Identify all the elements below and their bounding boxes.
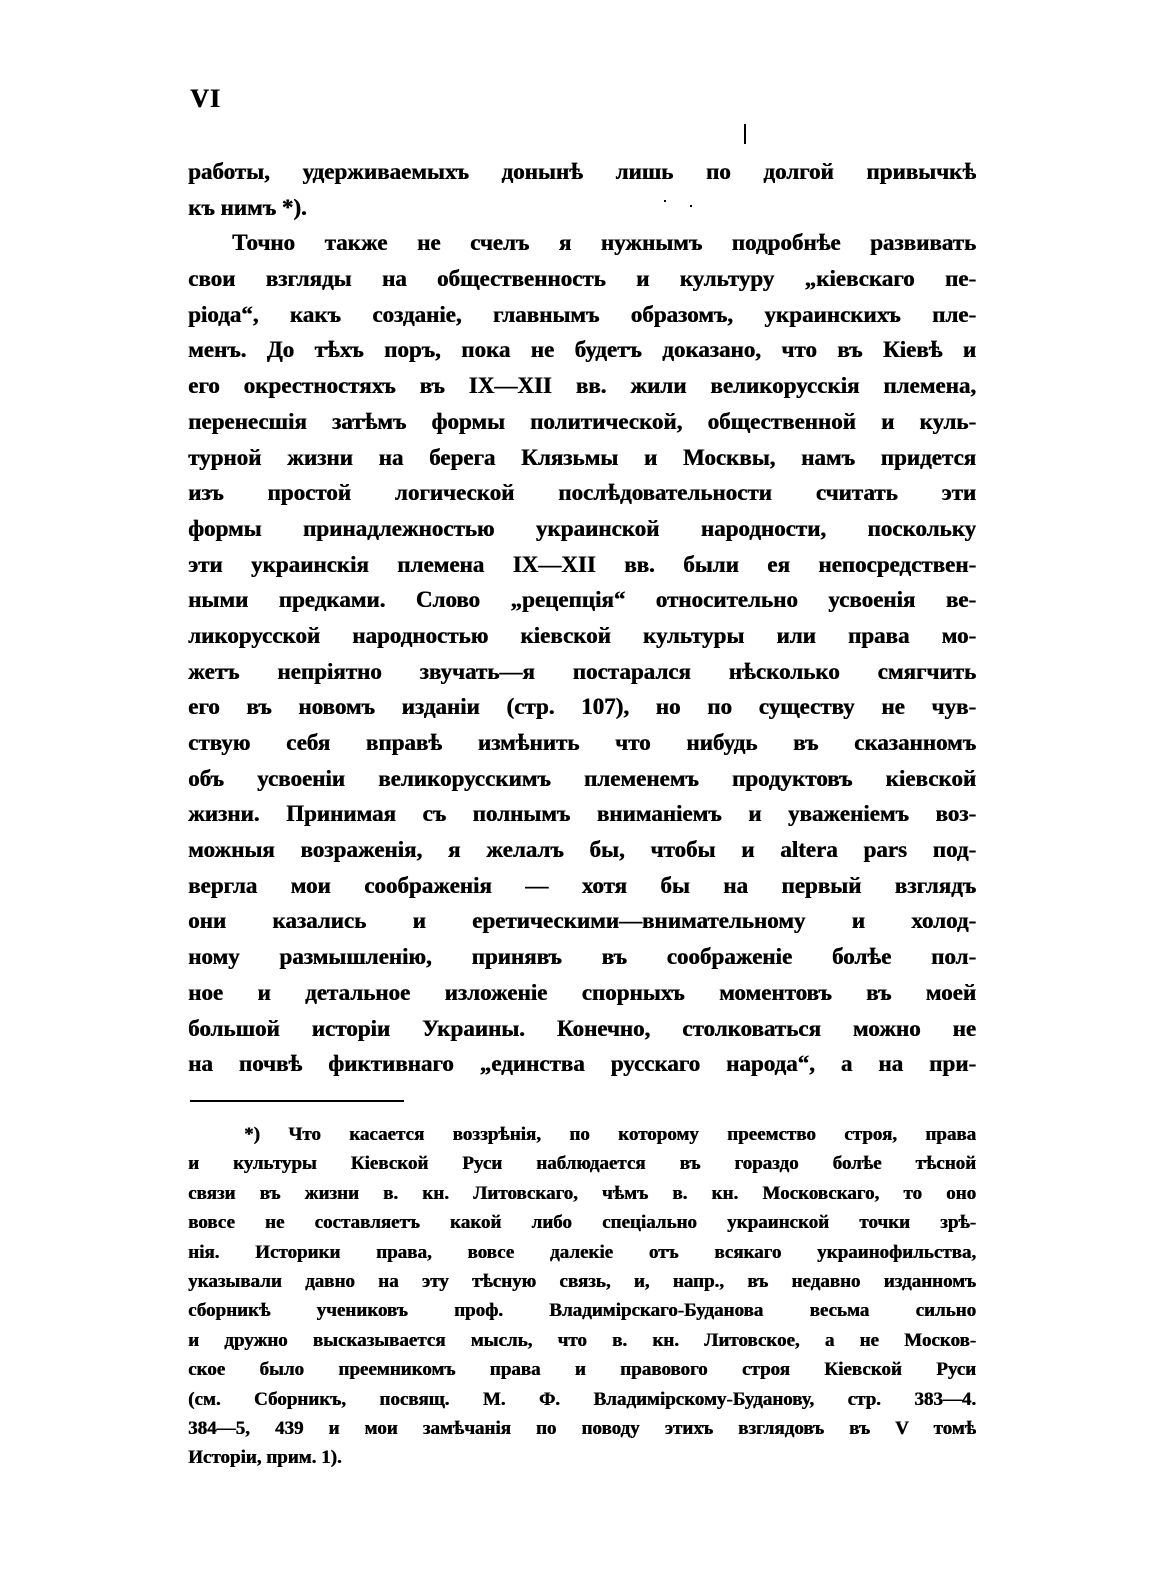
main-text bbox=[188, 154, 976, 1082]
body-line: свои взгляды на общественность и культуру „кіевскаго пе- bbox=[188, 266, 976, 292]
body-line: объ усвоеніи великорусскимъ племенемъ продуктовъ кіевской bbox=[188, 765, 976, 791]
footnote-line: вовсе не составляетъ какой либо спеціально украинской точки зрѣ- bbox=[188, 1212, 976, 1234]
body-line: менъ. До тѣхъ поръ, пока не будетъ доказано, что въ Кіевѣ и bbox=[188, 337, 976, 363]
body-line: жетъ непріятно звучать—я постарался нѣсколько смягчить bbox=[188, 658, 976, 684]
body-line: турной жизни на берега Клязьмы и Москвы, намъ придется bbox=[188, 444, 976, 470]
body-line: ликорусской народностью кіевской культуры или права мо- bbox=[188, 622, 976, 648]
footnote-line: *) Что касается воззрѣнія, по которому преемство строя, права bbox=[244, 1124, 976, 1145]
body-line: можныя возраженія, я желалъ бы, чтобы и altera pars под- bbox=[188, 837, 976, 863]
body-line: къ нимъ *). bbox=[188, 194, 307, 220]
body-line: ными предками. Слово „рецепція“ относительно усвоенія ве- bbox=[188, 587, 976, 613]
body-line: вергла мои соображенія — хотя бы на первый взглядъ bbox=[188, 872, 976, 898]
footnote-line: 384—5, 439 и мои замѣчанія по поводу этихъ взглядовъ въ V томѣ bbox=[188, 1417, 976, 1439]
body-line: ное и детальное изложеніе спорныхъ моментовъ въ моей bbox=[188, 979, 976, 1005]
body-line: ному размышленію, принявъ въ соображеніе болѣе пол- bbox=[188, 944, 976, 970]
body-line: Точно также не счелъ я нужнымъ подробнѣе развивать bbox=[232, 230, 976, 256]
footnote-line: указывали давно на эту тѣсную связь, и, напр., въ недавно изданномъ bbox=[188, 1270, 976, 1292]
body-line: большой исторіи Украины. Конечно, столковаться можно не bbox=[188, 1015, 976, 1041]
scan-mark bbox=[744, 124, 746, 144]
footnote-separator bbox=[190, 1100, 404, 1102]
body-line: ріода“, какъ созданіе, главнымъ образомъ, украинскихъ пле- bbox=[188, 301, 976, 327]
body-line: ствую себя вправѣ измѣнить что нибудь въ сказанномъ bbox=[188, 730, 976, 755]
body-line: перенесшія затѣмъ формы политической, общественной и куль- bbox=[188, 408, 976, 434]
body-line: работы, удерживаемыхъ донынѣ лишь по долгой привычкѣ bbox=[188, 159, 976, 184]
footnote-line: связи въ жизни в. кн. Литовскаго, чѣмъ в. кн. Московскаго, то оно bbox=[188, 1182, 976, 1204]
footnote-line: сборникѣ учениковъ проф. Владимірскаго-Буданова весьма сильно bbox=[188, 1300, 976, 1322]
body-line: на почвѣ фиктивнаго „единства русскаго народа“, а на при- bbox=[188, 1051, 976, 1077]
body-line: его въ новомъ изданіи (стр. 107), но по существу не чув- bbox=[188, 694, 976, 720]
footnote-line: (см. Сборникъ, посвящ. М. Ф. Владимірскому-Буданову, стр. 383—4. bbox=[188, 1388, 976, 1410]
footnote bbox=[188, 1120, 976, 1473]
body-line: формы принадлежностью украинской народности, поскольку bbox=[188, 515, 976, 541]
footnote-line: ское было преемникомъ права и правового строя Кіевской Руси bbox=[188, 1359, 976, 1381]
body-line: жизни. Принимая съ полнымъ вниманіемъ и уваженіемъ воз- bbox=[188, 801, 976, 827]
footnote-line: нія. Историки права, вовсе далекіе отъ всякаго украинофильства, bbox=[188, 1241, 976, 1263]
body-line: изъ простой логической послѣдовательности считать эти bbox=[188, 480, 976, 506]
body-line: его окрестностяхъ въ IX—XII вв. жили великорусскія племена, bbox=[188, 373, 976, 399]
footnote-line: и культуры Кіевской Руси наблюдается въ гораздо болѣе тѣсной bbox=[188, 1153, 976, 1175]
body-line: они казались и еретическими—внимательному и холод- bbox=[188, 908, 976, 934]
footnote-line: Исторіи, прим. 1). bbox=[188, 1447, 342, 1469]
body-line: эти украинскія племена IX—XII вв. были ея непосредствен- bbox=[188, 551, 976, 577]
footnote-line: и дружно высказывается мысль, что в. кн. Литовское, а не Москов- bbox=[188, 1329, 976, 1351]
page-number: VI bbox=[190, 84, 221, 113]
